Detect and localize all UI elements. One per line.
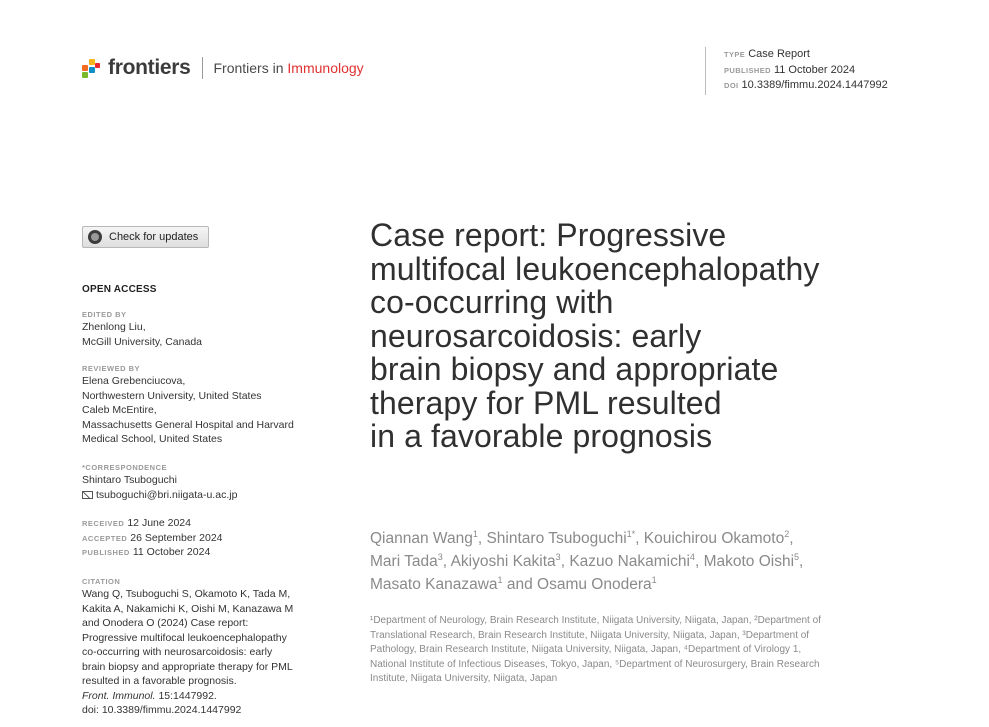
mail-icon <box>82 491 93 499</box>
author-affiliation-mark: 3 <box>437 552 443 562</box>
author-name[interactable]: Kazuo Nakamichi <box>569 553 690 570</box>
author-affiliation-mark: 1* <box>626 529 636 539</box>
author-separator: , <box>799 553 804 570</box>
correspondence-email[interactable]: tsuboguchi@bri.niigata-u.ac.jp <box>82 488 327 503</box>
meta-published: PUBLISHED 11 October 2024 <box>724 63 856 76</box>
author-affiliation-mark: 2 <box>784 529 790 539</box>
article-meta <box>705 47 888 95</box>
author-line <box>370 527 930 550</box>
journal-name: Frontiers in Immunology <box>213 60 364 76</box>
citation: CITATION Wang Q, Tsuboguchi S, Okamoto K, Tada M, Kakita A, Nakamichi K, Oishi M, Kanazawa M and Onodera O (2024) Case report: Progressive multifocal leukoencephalopathy co-occurring with neurosarcoidosis: early brain biopsy and appropriate therapy for PML resulted in a favorable prognosis. Front. Immunol. 15:1447992. doi: 10.3389/fimmu.2024.1447992 <box>82 576 327 718</box>
author-separator: , <box>694 553 704 570</box>
author-affiliation-mark: 5 <box>794 552 800 562</box>
edited-by: EDITED BY Zhenlong Liu, McGill University, Canada <box>82 310 203 348</box>
author-affiliation-mark: 1 <box>651 575 657 585</box>
meta-doi[interactable]: DOI 10.3389/fimmu.2024.1447992 <box>724 79 888 91</box>
author-affiliation-mark: 3 <box>555 552 561 562</box>
author-name[interactable]: Qiannan Wang <box>370 530 473 547</box>
author-affiliation-mark: 1 <box>472 529 478 539</box>
author-line <box>370 573 930 596</box>
author-separator: , <box>560 553 570 570</box>
article-title: Case report: Progressive multifocal leukoencephalopathy co-occurring with neurosarcoidosis: early brain biopsy and appropriate therapy for PML resulted in a favorable prognosis <box>370 217 820 454</box>
correspondence: *CORRESPONDENCE Shintaro Tsuboguchi tsuboguchi@bri.niigata-u.ac.jp <box>82 462 327 502</box>
author-separator: , <box>789 530 794 547</box>
article-dates: RECEIVED 12 June 2024 ACCEPTED 26 September 2024 PUBLISHED 11 October 2024 <box>82 517 223 558</box>
author-affiliation-mark: 1 <box>497 575 503 585</box>
author-separator: , <box>477 530 487 547</box>
reviewed-by: REVIEWED BY Elena Grebenciucova, Northwestern University, United States Caleb McEntire, Massachusetts General Hospital and Harvard Medical School, United States <box>82 364 294 445</box>
author-name[interactable]: Osamu Onodera <box>537 576 652 593</box>
update-icon <box>88 230 102 244</box>
open-access-label: OPEN ACCESS <box>82 284 157 295</box>
author-separator: , <box>635 530 644 547</box>
author-separator: , <box>442 553 451 570</box>
author-list <box>370 527 930 596</box>
logo-divider <box>202 57 203 79</box>
author-name[interactable]: Makoto Oishi <box>703 553 795 570</box>
citation-doi[interactable]: doi: 10.3389/fimmu.2024.1447992 <box>82 704 242 716</box>
meta-type: TYPE Case Report <box>724 48 810 60</box>
affiliations: ¹Department of Neurology, Brain Research Institute, Niigata University, Niigata, Japan, ²Department of Translational Research, Brain Research Institute, Niigata University, Niigata, Japan, ³Department of Pathology, Brain Research Institute, Niigata University, Niigata, Japan, ⁴Department of Virology 1, National Institute of Infectious Diseases, Tokyo, Japan, ⁵Department of Neurosurgery, Brain Research Institute, Niigata University, Niigata, Japan <box>370 615 821 684</box>
author-name[interactable]: Masato Kanazawa <box>370 576 498 593</box>
frontiers-logo-icon <box>82 57 102 79</box>
author-name[interactable]: Mari Tada <box>370 553 438 570</box>
author-name[interactable]: Akiyoshi Kakita <box>450 553 556 570</box>
author-name[interactable]: Kouichirou Okamoto <box>643 530 785 547</box>
author-line <box>370 550 930 573</box>
author-affiliation-mark: 4 <box>689 552 695 562</box>
author-name[interactable]: Shintaro Tsuboguchi <box>486 530 627 547</box>
check-for-updates-button[interactable]: Check for updates <box>82 226 209 248</box>
frontiers-logo[interactable] <box>82 56 364 80</box>
author-separator: and <box>502 576 538 593</box>
brand-name: frontiers <box>108 56 191 79</box>
